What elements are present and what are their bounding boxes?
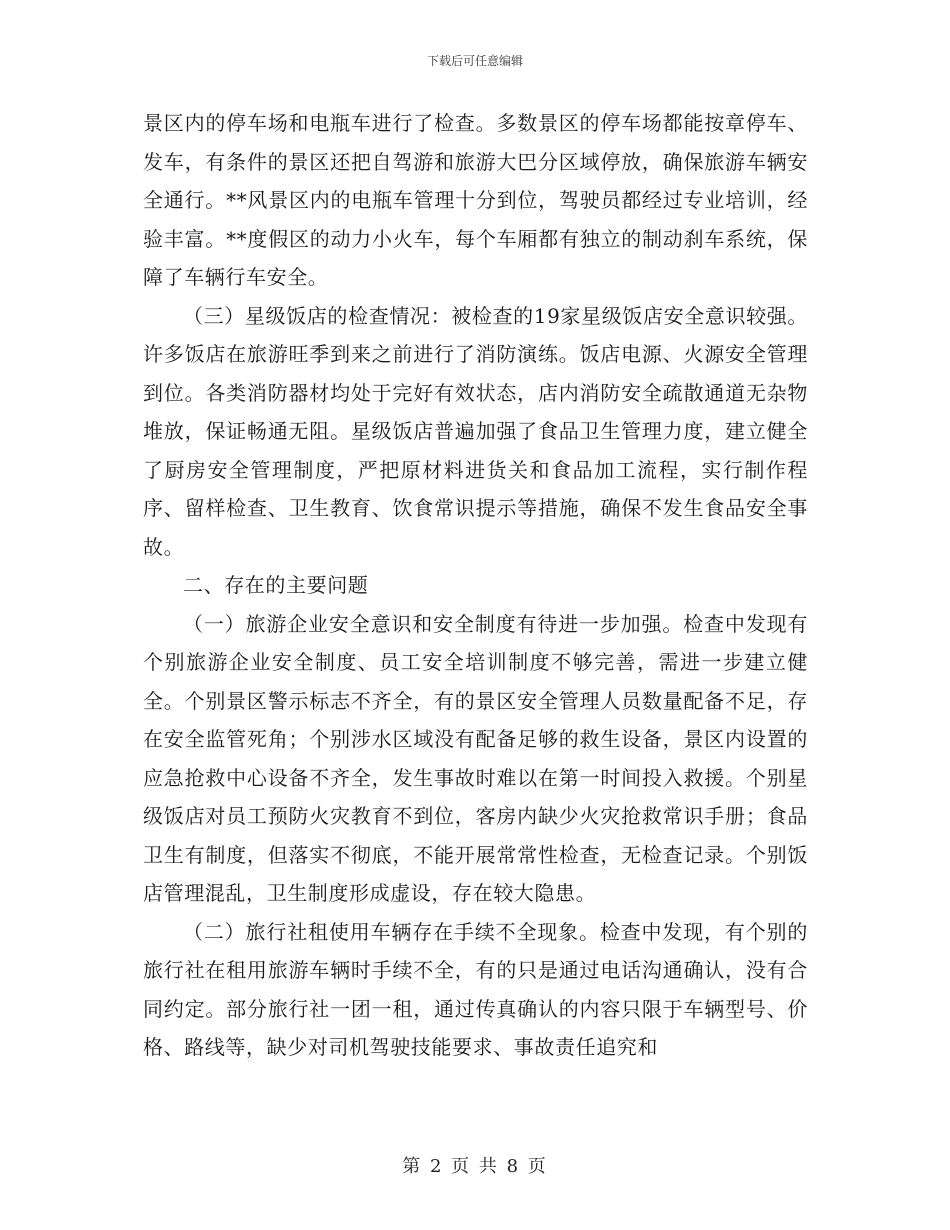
paragraph-3: （一）旅游企业安全意识和安全制度有待进一步加强。检查中发现有个别旅游企业安全制度、员工安全培训制度不够完善，需进一步建立健全。个别景区警示标志不齐全，有的景区安全管理人员数量配备不足，存在安全监管死角；个别涉水区域没有配备足够的救生设备，景区内设置的应急抢救中心设备不齐全，发生事故时难以在第一时间投入救援。个别星级饭店对员工预防火灾教育不到位，客房内缺少火灾抢救常识手册；食品卫生有制度，但落实不彻底，不能开展常常性检查，无检查记录。个别饭店管理混乱，卫生制度形成虚设，存在较大隐患。 — [143, 611, 808, 905]
document-body — [143, 104, 808, 1067]
paragraph-2: （三）星级饭店的检查情况：被检查的19家星级饭店安全意识较强。许多饭店在旅游旺季到来之前进行了消防演练。饭店电源、火源安全管理到位。各类消防器材均处于完好有效状态，店内消防安全疏散通道无杂物堆放，保证畅通无阻。星级饭店普遍加强了食品卫生管理力度，建立健全了厨房安全管理制度，严把原材料进货关和食品加工流程，实行制作程序、留样检查、卫生教育、饮食常识提示等措施，确保不发生食品安全事故。 — [143, 303, 808, 559]
page-number: 第 2 页 共 8 页 — [402, 1156, 548, 1177]
page-header-note: 下载后可任意编辑 — [426, 54, 523, 68]
section-heading: 二、存在的主要问题 — [183, 573, 369, 597]
paragraph-4: （二）旅行社租使用车辆存在手续不全现象。检查中发现，有个别的旅行社在租用旅游车辆时手续不全，有的只是通过电话沟通确认，没有合同约定。部分旅行社一团一租，通过传真确认的内容只限于车辆型号、价格、路线等，缺少对司机驾驶技能要求、事故责任追究和 — [143, 919, 808, 1059]
paragraph-1: 景区内的停车场和电瓶车进行了检查。多数景区的停车场都能按章停车、发车，有条件的景区还把自驾游和旅游大巴分区域停放，确保旅游车辆安全通行。**风景区内的电瓶车管理十分到位，驾驶员都经过专业培训，经验丰富。**度假区的动力小火车，每个车厢都有独立的制动刹车系统，保障了车辆行车安全。 — [143, 111, 808, 289]
